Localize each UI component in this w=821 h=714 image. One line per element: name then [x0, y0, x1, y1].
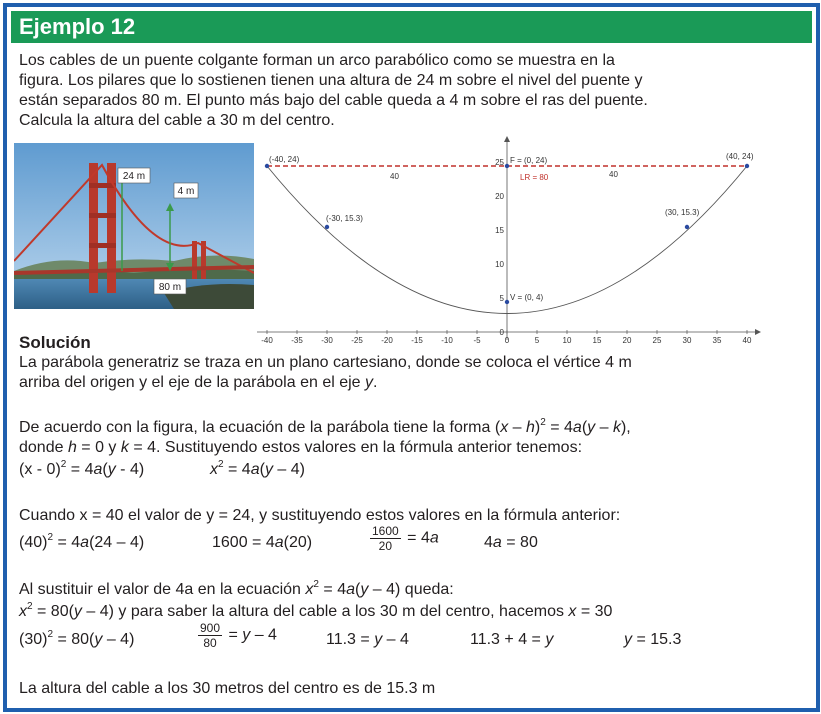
solution-line-4: donde h = 0 y k = 4. Sustituyendo estos valores en la fórmula anterior tenemos: — [19, 439, 583, 456]
focus-point — [505, 164, 509, 168]
equation-row-2a: $(40)^2 = 4a(24 - 4)$ — [19, 532, 145, 551]
solution-line-5: Cuando x = 40 el valor de y = 24, y sustituyendo estos valores en la fórmula anterior: — [19, 507, 621, 524]
label-latus-rectum: LR = 80 — [520, 173, 549, 182]
x-tick-label: 25 — [652, 336, 662, 345]
equation-row-3c: 11.3 = y – 4 — [326, 631, 409, 648]
equation-row-1b: $x^2 = 4a(y - 4)$ — [210, 459, 305, 478]
y-tick-label: 25 — [495, 158, 504, 167]
x-tick-label: -25 — [351, 336, 363, 345]
equation-row-3d: 11.3 + 4 = y — [470, 631, 554, 648]
solution-line-1: La parábola generatriz se traza en un plano cartesiano, donde se coloca el vértice 4 m — [19, 354, 632, 371]
x-tick-label: 5 — [534, 336, 540, 345]
equation-row-1: (x - 0)$^2$ = 4a(y - 4) — [19, 459, 145, 478]
y-tick-labels — [495, 158, 504, 337]
bridge-photo — [14, 143, 254, 309]
x-tick-label: 10 — [562, 336, 572, 345]
equation-row-3a: $(30)^2 = 80(y - 4)$ — [19, 629, 135, 648]
label-right-pillar: (40, 24) — [726, 152, 754, 161]
equation-row-2b: 1600 = 4a(20) — [212, 534, 313, 551]
label-vertex: V = (0, 4) — [510, 293, 544, 302]
point-left-30 — [325, 225, 329, 229]
vertex-point — [505, 300, 509, 304]
equation-row-2c: $\frac{1600}{20}$ = 4a — [372, 524, 439, 553]
example-header — [11, 11, 812, 43]
label-left-pillar: (-40, 24) — [269, 155, 300, 164]
solution-line-2: arriba del origen y el eje de la parábola en el eje y. — [19, 374, 378, 391]
x-tick-label: 20 — [622, 336, 632, 345]
x-tick-label: 0 — [504, 336, 510, 345]
point-right-30 — [685, 225, 689, 229]
equation-row-2d: 4a = 80 — [484, 534, 538, 551]
point-right-pillar — [745, 164, 749, 168]
label-40-left: 40 — [390, 172, 399, 181]
problem-line-2: figura. Los pilares que lo sostienen tienen una altura de 24 m sobre el nivel del puente y — [19, 72, 643, 89]
point-left-pillar — [265, 164, 269, 168]
solution-line-6: Al sustituir el valor de 4a en la ecuación $x^2 = 4a(y - 4)$ queda: — [19, 579, 454, 598]
y-tick-label: 20 — [495, 192, 504, 201]
x-tick-label: -20 — [381, 336, 393, 345]
x-tick-label: 15 — [592, 336, 602, 345]
y-tick-label: 15 — [495, 226, 504, 235]
problem-line-4: Calcula la altura del cable a 30 m del centro. — [19, 112, 335, 129]
equation-row-3b: $\frac{900}{80}$ = y – 4 — [200, 621, 277, 650]
x-tick-label: -5 — [473, 336, 481, 345]
equation-row-3e: y = 15.3 — [624, 631, 682, 648]
example-title: Ejemplo 12 — [19, 14, 136, 39]
problem-line-3: están separados 80 m. El punto más bajo del cable queda a 4 m sobre el ras del puente. — [19, 92, 648, 109]
y-tick-label: 5 — [499, 294, 504, 303]
y-tick-label: 0 — [499, 328, 504, 337]
x-tick-label: -15 — [411, 336, 423, 345]
label-focus: F = (0, 24) — [510, 156, 548, 165]
parabola-graph — [257, 135, 765, 347]
label-point-right-30: (30, 15.3) — [665, 208, 700, 217]
solution-line-3: De acuerdo con la figura, la ecuación de la parábola tiene la forma (x – h)$^2$ = 4a(y – k), — [19, 417, 631, 436]
x-tick-label: -30 — [321, 336, 333, 345]
photo-label-24m: 24 m — [122, 171, 146, 182]
label-40-right: 40 — [609, 170, 618, 179]
x-tick-label: 35 — [712, 336, 722, 345]
x-tick-label: -40 — [261, 336, 273, 345]
x-tick-label: -35 — [291, 336, 303, 345]
photo-label-4m: 4 m — [177, 186, 195, 197]
solution-heading: Solución — [19, 333, 91, 352]
x-tick-label: 40 — [742, 336, 752, 345]
photo-label-80m: 80 m — [158, 282, 182, 293]
problem-line-1: Los cables de un puente colgante forman un arco parabólico como se muestra en la — [19, 52, 615, 69]
x-tick-label: 30 — [682, 336, 692, 345]
final-answer: La altura del cable a los 30 metros del centro es de 15.3 m — [19, 680, 436, 697]
x-tick-label: -10 — [441, 336, 453, 345]
solution-line-7: $x^2 = 80(y - 4)$ y para saber la altura del cable a los 30 m del centro, hacemos x = 30 — [19, 601, 613, 620]
y-tick-label: 10 — [495, 260, 504, 269]
label-point-left-30: (-30, 15.3) — [326, 214, 363, 223]
